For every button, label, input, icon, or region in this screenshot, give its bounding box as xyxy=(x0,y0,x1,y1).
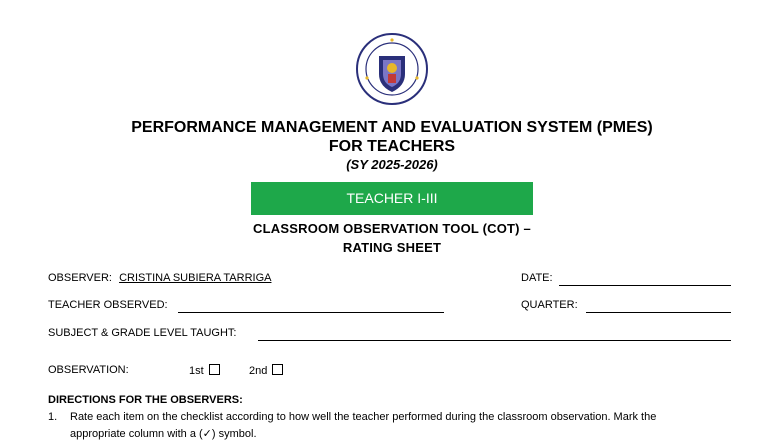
tool-title: CLASSROOM OBSERVATION TOOL (COT) – xyxy=(253,221,531,236)
direction-text-line1: Rate each item on the checklist according to how well the teacher performed during the classroom observation. Mark the xyxy=(70,411,657,423)
teacher-observed-label: TEACHER OBSERVED: xyxy=(48,299,168,311)
quarter-label: QUARTER: xyxy=(521,299,578,311)
observer-value[interactable]: CRISTINA SUBIERA TARRIGA xyxy=(119,272,272,284)
checkbox-icon[interactable] xyxy=(272,364,283,375)
observer-row xyxy=(48,272,271,284)
observation-option-1st[interactable]: 1st xyxy=(189,364,220,377)
school-year: (SY 2025-2026) xyxy=(346,157,438,172)
tool-title-line2: RATING SHEET xyxy=(342,240,442,255)
quarter-field[interactable] xyxy=(586,312,731,313)
deped-seal-icon xyxy=(355,32,429,106)
direction-text-line2: appropriate column with a (✓) symbol. xyxy=(70,428,257,440)
document-title: PERFORMANCE MANAGEMENT AND EVALUATION SYSTEM (PMES) xyxy=(131,119,653,136)
subject-grade-field[interactable] xyxy=(258,340,731,341)
checkbox-icon[interactable] xyxy=(209,364,220,375)
observer-label: OBSERVER: xyxy=(48,272,112,284)
directions-heading: DIRECTIONS FOR THE OBSERVERS: xyxy=(48,394,243,406)
document-title-line2: FOR TEACHERS xyxy=(328,138,456,155)
observation-label: OBSERVATION: xyxy=(48,364,129,376)
teacher-observed-field[interactable] xyxy=(178,312,444,313)
direction-number: 1. xyxy=(48,411,58,423)
position-banner: TEACHER I-III xyxy=(251,182,533,215)
date-label: DATE: xyxy=(521,272,553,284)
date-field[interactable] xyxy=(559,285,731,286)
observation-option-2nd[interactable]: 2nd xyxy=(249,364,283,377)
subject-grade-label: SUBJECT & GRADE LEVEL TAUGHT: xyxy=(48,327,237,339)
direction-item xyxy=(48,409,738,443)
